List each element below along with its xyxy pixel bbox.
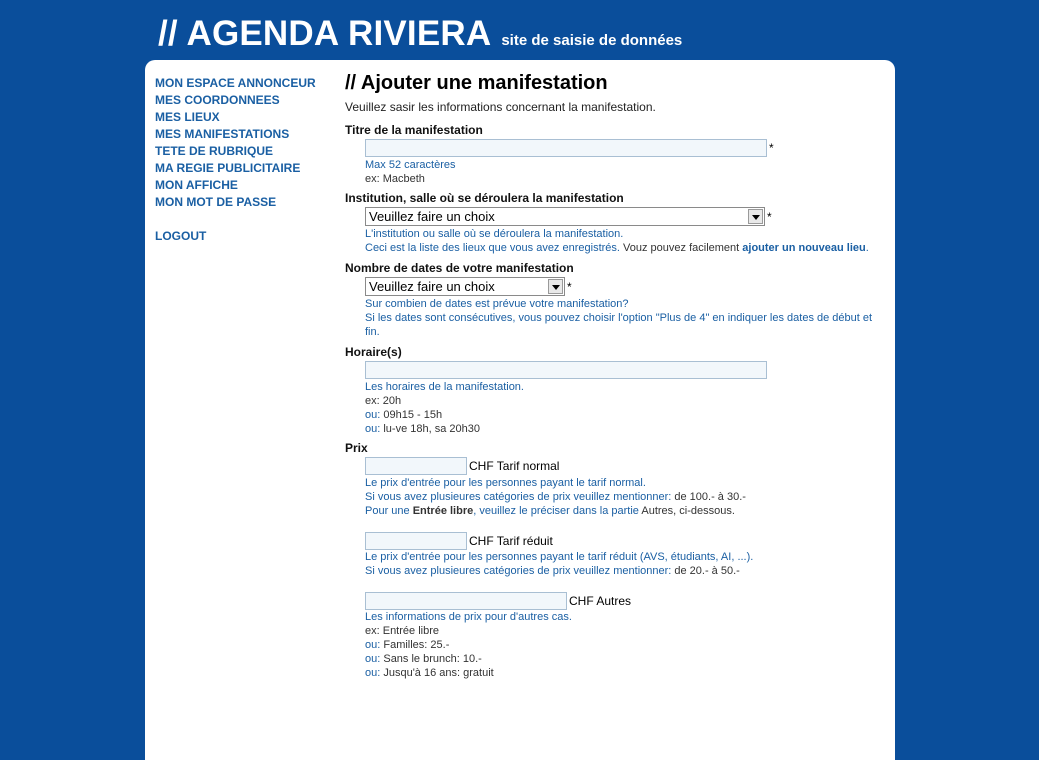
nav-mes-manifestations[interactable]: MES MANIFESTATIONS xyxy=(155,127,290,141)
dates-select-value: Veuillez faire un choix xyxy=(369,279,495,295)
horaire-example-2 xyxy=(365,408,885,422)
titre-input[interactable] xyxy=(365,139,767,157)
prix-autres-example-2-value: Familles: 25.- xyxy=(380,639,450,652)
prix-autres-row xyxy=(345,592,885,610)
titre-row xyxy=(345,139,885,157)
horaire-example-1: ex: 20h xyxy=(365,395,402,408)
nav-mon-mot-de-passe[interactable]: MON MOT DE PASSE xyxy=(155,195,277,209)
institution-row xyxy=(345,207,885,226)
institution-label: Institution, salle où se déroulera la manifestation xyxy=(345,191,624,206)
nav-spacer xyxy=(155,211,335,228)
site-title: // AGENDA RIVIERA xyxy=(158,14,492,53)
main-form xyxy=(345,70,885,680)
prix-normal-entree-text: , veuillez le préciser dans la partie xyxy=(473,504,639,517)
prix-normal-entree-libre xyxy=(365,504,885,518)
required-mark: * xyxy=(567,279,572,294)
institution-help-text: L'institution ou salle où se déroulera la manifestation. xyxy=(365,228,624,241)
prix-reduit-categories-text: Si vous avez plusieures catégories de prix veuillez mentionner: xyxy=(365,564,672,577)
prix-reduit-categories xyxy=(365,564,885,578)
prix-reduit-help xyxy=(345,550,885,578)
horaire-input[interactable] xyxy=(365,361,767,379)
horaire-help-text: Les horaires de la manifestation. xyxy=(365,381,524,394)
dates-help xyxy=(345,297,885,339)
prix-normal-entree-bold: Entrée libre xyxy=(412,504,474,517)
titre-help-text: Max 52 caractères xyxy=(365,159,456,172)
required-mark: * xyxy=(767,209,772,224)
ou-label: ou: xyxy=(365,639,381,652)
titre-help xyxy=(345,158,885,186)
page-title: // Ajouter une manifestation xyxy=(345,72,608,94)
prix-normal-entree-suffix: Autres, ci-dessous. xyxy=(638,504,735,517)
dates-help-text: Sur combien de dates est prévue votre manifestation? xyxy=(365,298,629,311)
dates-row xyxy=(345,277,885,296)
prix-normal-categories-example: de 100.- à 30.- xyxy=(671,490,746,503)
titre-label: Titre de la manifestation xyxy=(345,123,483,137)
prix-reduit-help-text: Le prix d'entrée pour les personnes payant le tarif réduit (AVS, étudiants, AI, ...). xyxy=(365,550,754,563)
add-new-venue-link[interactable]: ajouter un nouveau lieu xyxy=(742,242,866,255)
prix-autres-unit: CHF Autres xyxy=(569,593,632,608)
prix-reduit-row xyxy=(345,532,885,550)
chevron-down-icon[interactable] xyxy=(548,279,563,294)
horaire-example-2-value: 09h15 - 15h xyxy=(380,409,443,422)
institution-help xyxy=(345,227,885,255)
prix-normal-categories xyxy=(365,490,885,504)
horaire-row xyxy=(345,361,885,379)
prix-autres-example-4 xyxy=(365,666,885,680)
prix-normal-help-text: Le prix d'entrée pour les personnes payant le tarif normal. xyxy=(365,476,646,489)
prix-autres-example-3 xyxy=(365,652,885,666)
institution-help-easy: Vouz pouvez facilement xyxy=(619,242,743,255)
prix-autres-example-1: ex: Entrée libre xyxy=(365,625,439,638)
site-header xyxy=(158,14,682,54)
prix-autres-input[interactable] xyxy=(365,592,567,610)
ou-label: ou: xyxy=(365,409,381,422)
dates-label: Nombre de dates de votre manifestation xyxy=(345,261,574,276)
site-subtitle: site de saisie de données xyxy=(501,32,683,49)
prix-autres-example-3-value: Sans le brunch: 10.- xyxy=(380,653,482,666)
ou-label: ou: xyxy=(365,423,381,436)
prix-normal-unit: CHF Tarif normal xyxy=(469,459,560,474)
institution-help-list xyxy=(365,241,885,255)
nav-mon-espace-annonceur[interactable]: MON ESPACE ANNONCEUR xyxy=(155,76,316,90)
horaire-example-3-value: lu-ve 18h, sa 20h30 xyxy=(380,423,480,436)
prix-label: Prix xyxy=(345,441,368,456)
prix-normal-help xyxy=(345,476,885,518)
nav-mon-affiche[interactable]: MON AFFICHE xyxy=(155,178,238,192)
prix-reduit-input[interactable] xyxy=(365,532,467,550)
institution-select[interactable] xyxy=(365,207,765,226)
horaire-example-3 xyxy=(365,422,885,436)
titre-example: ex: Macbeth xyxy=(365,173,425,186)
prix-normal-entree-prefix: Pour une xyxy=(365,504,413,517)
prix-reduit-unit: CHF Tarif réduit xyxy=(469,533,553,548)
sidebar-nav xyxy=(155,75,335,245)
required-mark: * xyxy=(769,141,774,155)
nav-ma-regie-publicitaire[interactable]: MA REGIE PUBLICITAIRE xyxy=(155,161,301,175)
nav-mes-coordonnees[interactable]: MES COORDONNEES xyxy=(155,93,280,107)
prix-normal-input[interactable] xyxy=(365,457,467,475)
institution-help-end: . xyxy=(865,242,869,255)
prix-normal-row xyxy=(345,457,885,475)
prix-autres-example-2 xyxy=(365,638,885,652)
prix-normal-categories-text: Si vous avez plusieures catégories de prix veuillez mentionner: xyxy=(365,490,672,503)
chevron-down-icon[interactable] xyxy=(748,209,763,224)
dates-help-consecutive: Si les dates sont consécutives, vous pouvez choisir l'option "Plus de 4" en indiquer les dates de début et fin. xyxy=(365,312,873,339)
content-panel xyxy=(145,60,895,760)
ou-label: ou: xyxy=(365,667,381,680)
nav-mes-lieux[interactable]: MES LIEUX xyxy=(155,110,220,124)
prix-autres-help xyxy=(345,610,885,680)
prix-reduit-categories-example: de 20.- à 50.- xyxy=(671,564,740,577)
horaire-label: Horaire(s) xyxy=(345,345,402,360)
horaire-help xyxy=(345,380,885,436)
prix-autres-help-text: Les informations de prix pour d'autres cas. xyxy=(365,611,572,624)
nav-tete-de-rubrique[interactable]: TETE DE RUBRIQUE xyxy=(155,144,274,158)
institution-help-list-text: Ceci est la liste des lieux que vous avez enregistrés. xyxy=(365,242,620,255)
institution-select-value: Veuillez faire un choix xyxy=(369,209,495,225)
ou-label: ou: xyxy=(365,653,381,666)
intro-text: Veuillez sasir les informations concernant la manifestation. xyxy=(345,100,656,114)
prix-autres-example-4-value: Jusqu'à 16 ans: gratuit xyxy=(380,667,494,680)
dates-select[interactable] xyxy=(365,277,565,296)
nav-logout[interactable]: LOGOUT xyxy=(155,229,207,243)
